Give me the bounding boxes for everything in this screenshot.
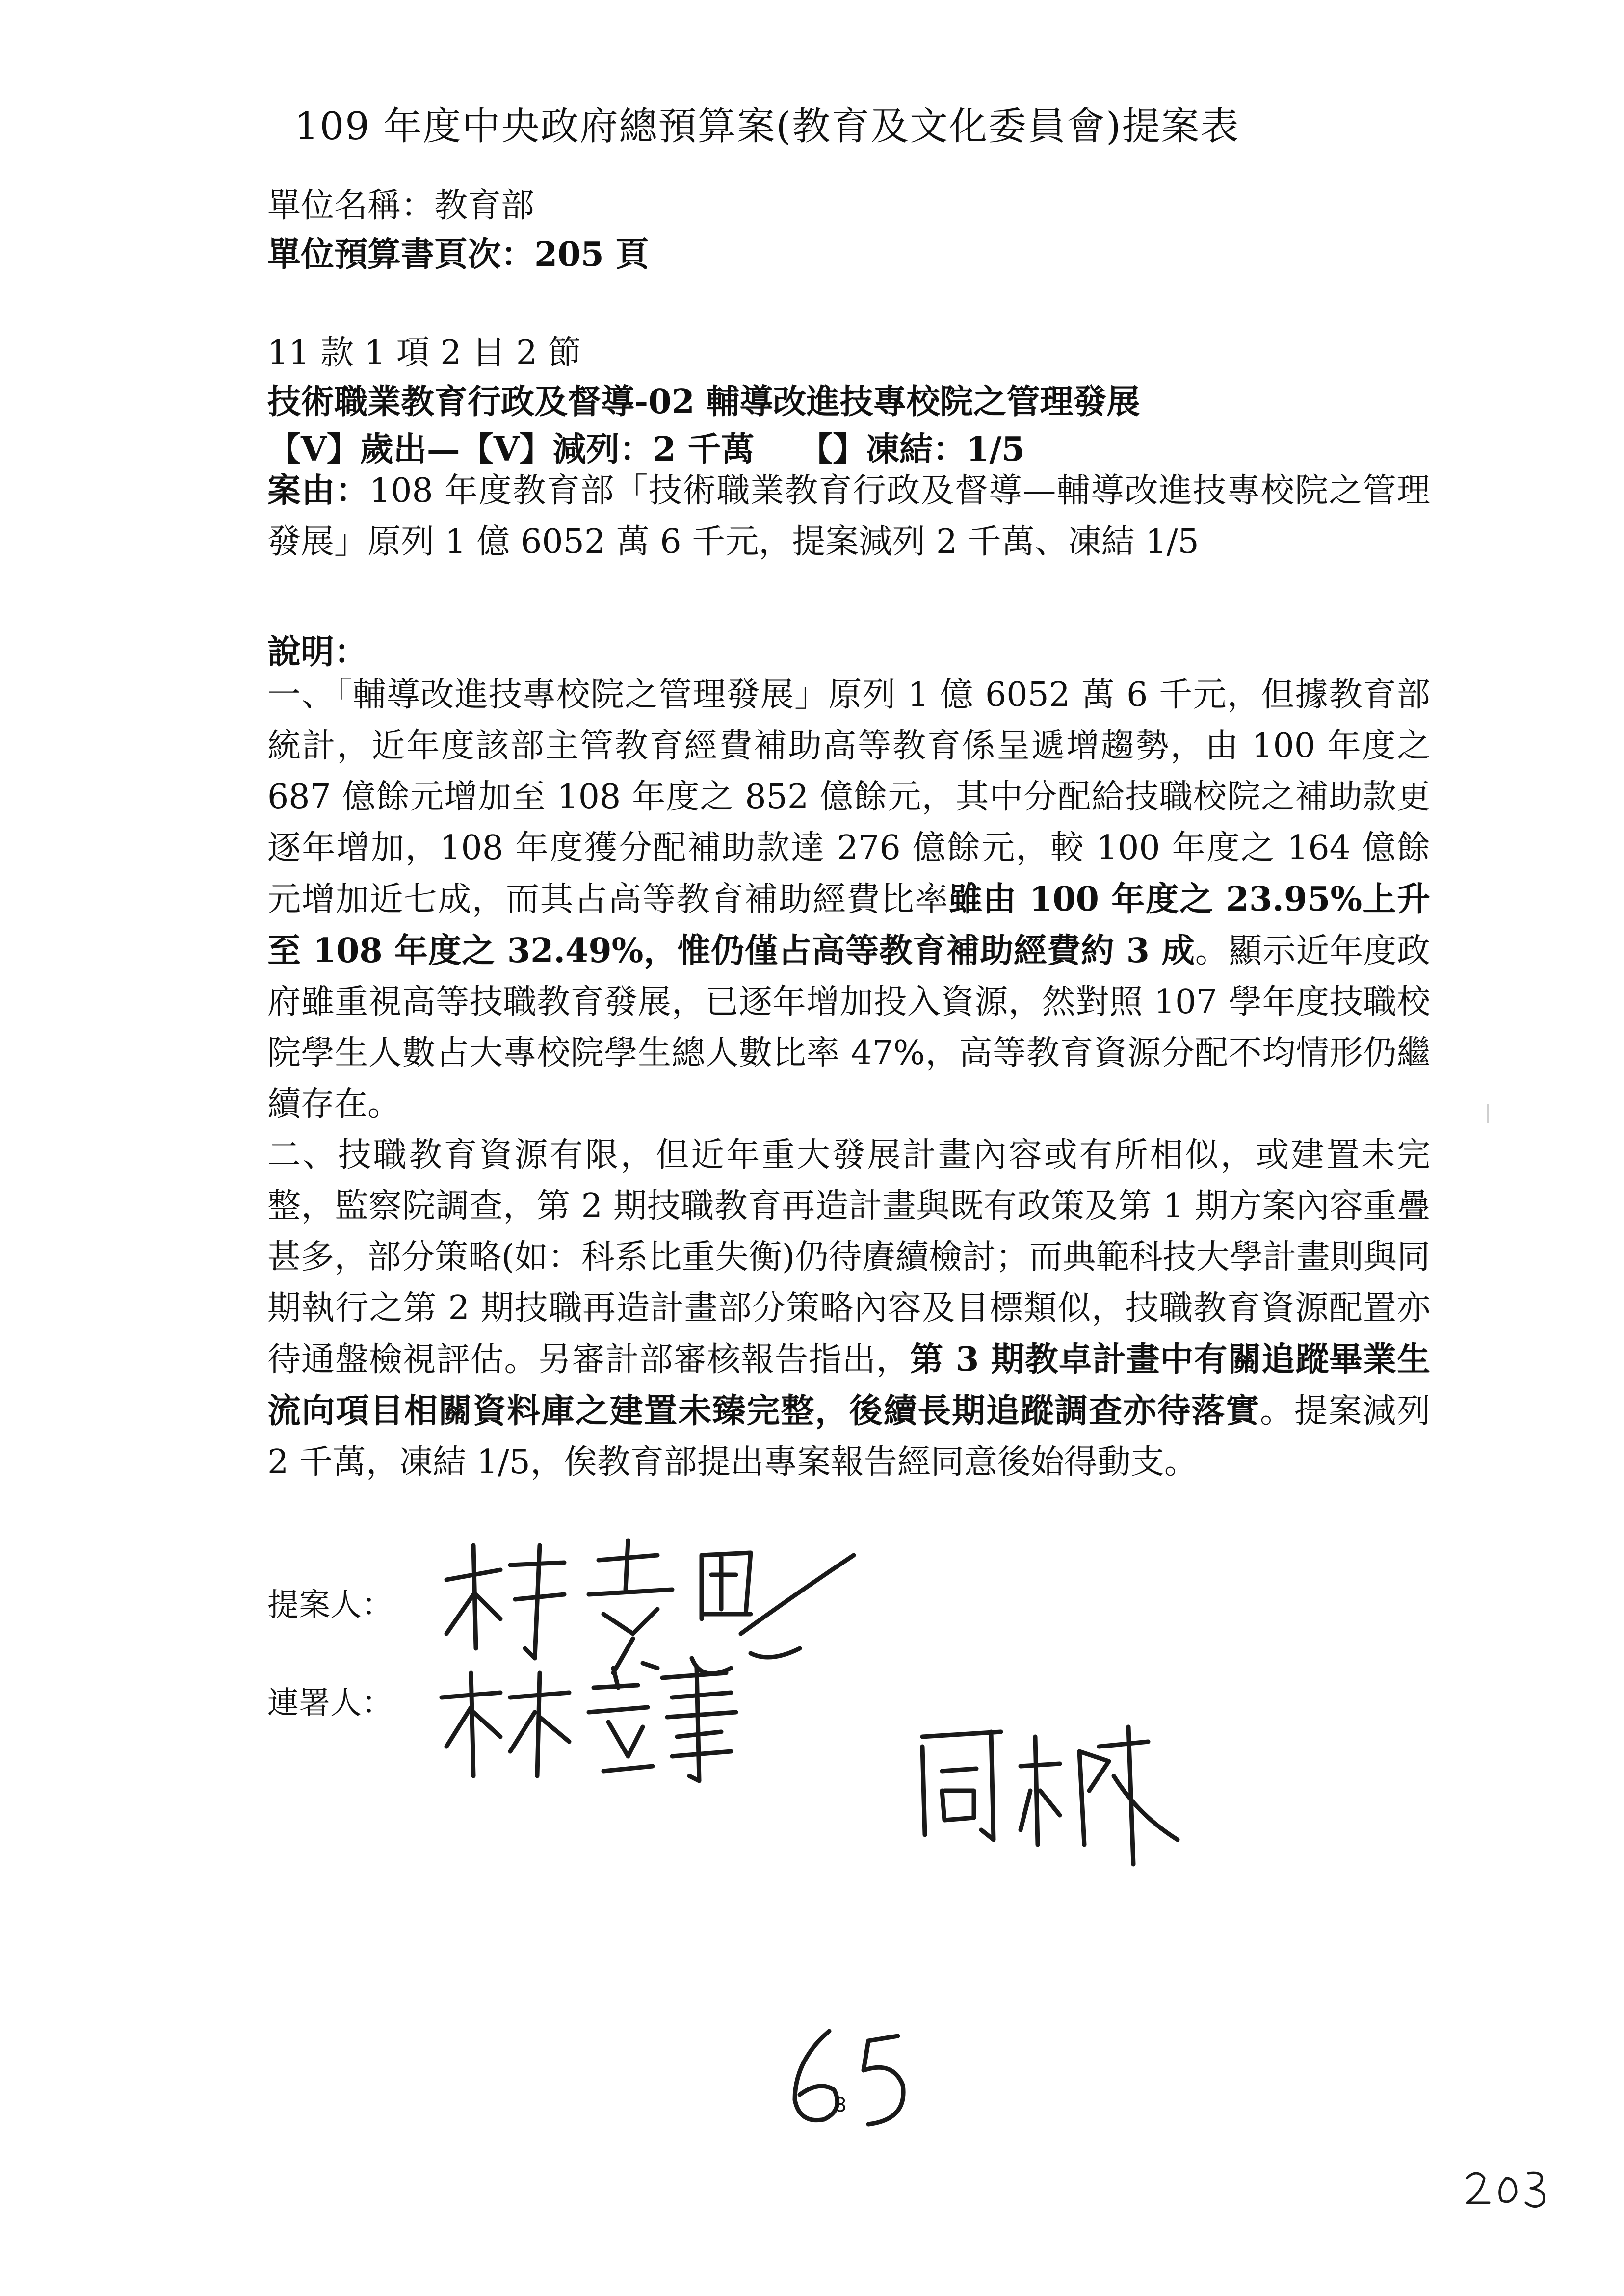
budget-page: 單位預算書頁次：205 頁: [267, 235, 649, 274]
page-title: 109 年度中央政府總預算案(教育及文化委員會)提案表: [294, 104, 1240, 149]
explanation-label: 說明：: [267, 632, 368, 672]
item-code: 11 款 1 項 2 目 2 節: [267, 334, 581, 372]
explanation-item-1: 一、「輔導改進技專校院之管理發展」原列 1 億 6052 萬 6 千元，但據教育部統計，近年度該部主管教育經費補助高等教育係呈遞增趨勢，由 100 年度之 687 億餘元增加至 108 年度之 852 億餘元，其中分配給技職校院之補助款更逐年增加，108 年度獲分配補助款達 276 億餘元，較 100 年度之 164 億餘元增加近七成，而其占高等教育補助經費比率雖由 100 年度之 23.95%上升至 108 年度之 32.49%，惟仍僅占高等教育補助經費約 3 成。顯示近年度政府雖重視高等技職教育發展，已逐年增加投入資源，然對照 107 學年度技職校院學生人數占大專校院學生總人數比率 47%，高等教育資源分配不均情形仍繼續存在。: [267, 676, 1430, 1123]
explanation-body: [267, 670, 1430, 1488]
proposer-label: 提案人：: [267, 1587, 393, 1623]
corner-number: [1457, 2159, 1555, 2213]
scan-speck: [1487, 1104, 1489, 1123]
reason-text: 108 年度教育部「技術職業教育行政及督導—輔導改進技專校院之管理發展」原列 1 億 6052 萬 6 千元，提案減列 2 千萬、凍結 1/5: [267, 471, 1430, 561]
action-line: 【V】歲出—【V】減列：2 千萬 【】凍結：1/5: [267, 430, 1025, 469]
unit-name: 單位名稱：教育部: [267, 186, 535, 225]
concur-signature: [903, 1717, 1207, 1879]
program-name: 技術職業教育行政及督導-02 輔導改進技專校院之管理發展: [267, 382, 1140, 421]
cosigner-signature: [432, 1658, 775, 1805]
page-mark: [775, 2021, 937, 2134]
highlight-text: 第 3 期教卓計畫中有關追蹤畢業生流向項目相關資料庫之建置未臻完整，後續長期追蹤調查亦待落實: [267, 1340, 1430, 1431]
highlight-text: 雖由 100 年度之 23.95%上升至 108 年度之 32.49%，惟仍僅占高等教育補助經費約 3 成: [267, 880, 1430, 970]
explanation-item-2: 二、技職教育資源有限，但近年重大發展計畫內容或有所相似，或建置未完整，監察院調查，第 2 期技職教育再造計畫與既有政策及第 1 期方案內容重疊甚多，部分策略(如：科系比重失衡)仍待賡續檢討；而典範科技大學計畫則與同期執行之第 2 期技職再造計畫部分策略內容及目標類似，技職教育資源配置亦待通盤檢視評估。另審計部審核報告指出，第 3 期教卓計畫中有關追蹤畢業生流向項目相關資料庫之建置未臻完整，後續長期追蹤調查亦待落實。提案減列 2 千萬，凍結 1/5，俟教育部提出專案報告經同意後始得動支。: [267, 1136, 1430, 1482]
reason-paragraph: [267, 465, 1430, 568]
cosigner-label: 連署人：: [267, 1685, 393, 1722]
page-number: 8: [834, 2094, 847, 2116]
reason-label: 案由：: [267, 471, 369, 510]
